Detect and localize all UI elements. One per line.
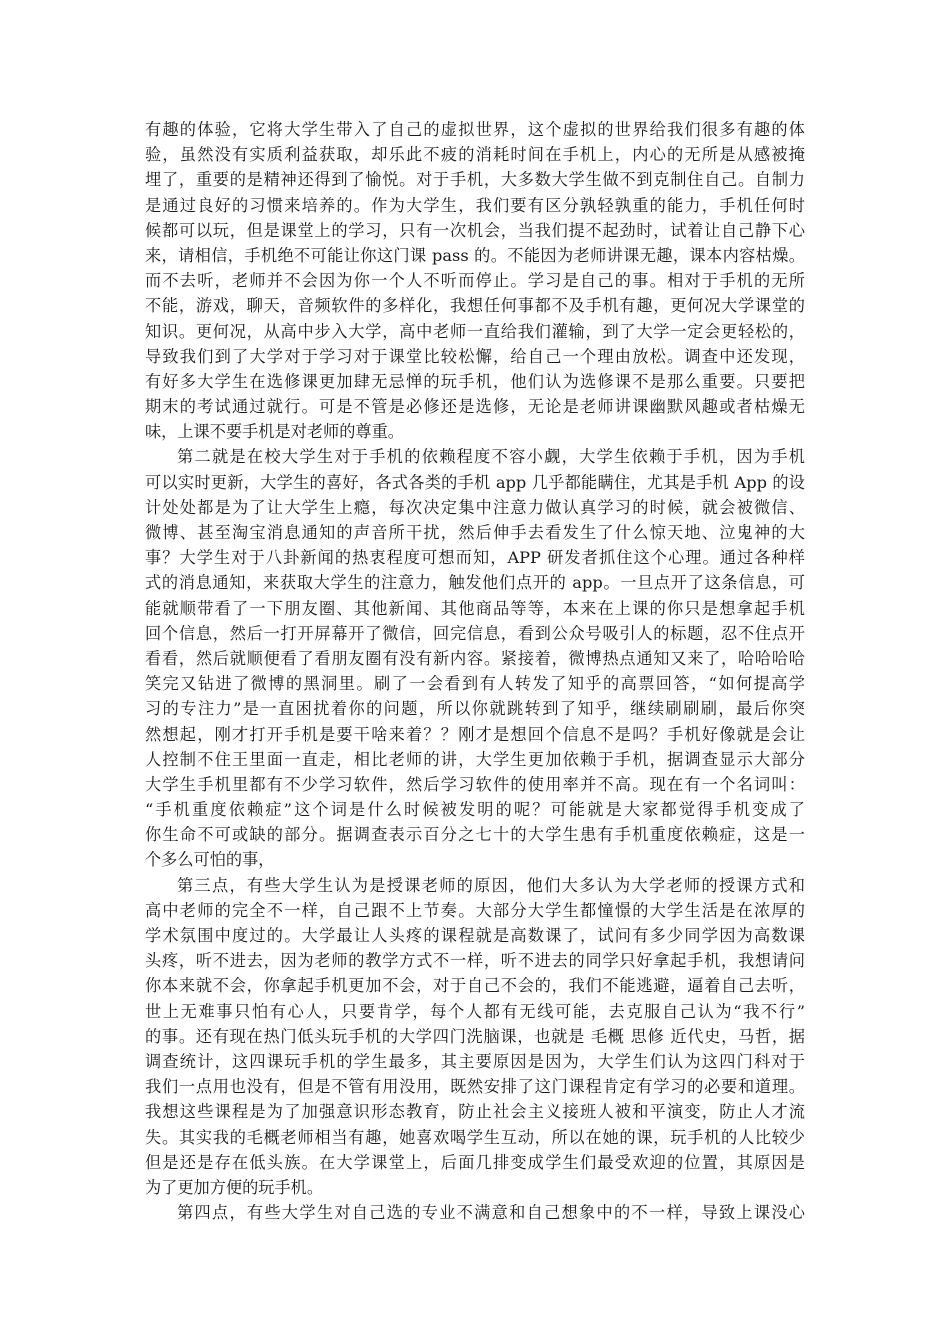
text-line: 可以实时更新，大学生的喜好，各式各类的手机 app 几乎都能瞒住，尤其是手机 App 的设: [145, 472, 805, 492]
text-line: 有趣的体验，它将大学生带入了自己的虚拟世界，这个虚拟的世界给我们很多有趣的体: [145, 120, 805, 139]
text-line: 而不去听，老师并不会因为你一个人不听而停止。学习是自己的事。相对于手机的无所: [145, 271, 805, 291]
text-line: 你本来就不会，你拿起手机更加不会，对于自己不会的，我们不能逃避，逼着自己去听，: [145, 976, 805, 996]
text-line: 高中老师的完全不一样，自己跟不上节奏。大部分大学生都憧憬的大学生活是在浓厚的: [145, 900, 805, 920]
text-line: 大学生手机里都有不少学习软件，然后学习软件的使用率并不高。现在有一个名词叫：: [145, 774, 805, 794]
text-line: 调查统计，这四课玩手机的学生最多，其主要原因是因为，大学生们认为这四门科对于: [145, 1051, 805, 1071]
text-line: 知识。更何况，从高中步入大学，高中老师一直给我们灌输，到了大学一定会更轻松的，: [145, 321, 805, 341]
text-line: 头疼，听不进去，因为老师的教学方式不一样，听不进去的同学只好拿起手机，我想请问: [145, 951, 805, 971]
text-line: 是通过良好的习惯来培养的。作为大学生，我们要有区分孰轻孰重的能力，手机任何时: [145, 195, 805, 215]
text-line: 式的消息通知，来获取大学生的注意力，触发他们点开的 app。一旦点开了这条信息，可: [145, 573, 805, 593]
text-line: 来，请相信，手机绝不可能让你这门课 pass 的。不能因为老师讲课无趣，课本内容枯燥。: [145, 245, 805, 265]
text-line: 人控制不住王里面一直走，相比老师的讲，大学生更加依赖于手机，据调查显示大部分: [145, 749, 805, 769]
text-line: 世上无难事只怕有心人，只要肯学，每个人都有无线可能，去克服自己认为“我不行”: [145, 1001, 805, 1021]
text-line: 我想这些课程是为了加强意识形态教育，防止社会主义接班人被和平演变，防止人才流: [145, 1102, 805, 1122]
text-line: 第三点，有些大学生认为是授课老师的原因，他们大多认为大学老师的授课方式和: [177, 875, 805, 895]
text-line: 然想起，刚才打开手机是要干啥来着？？刚才是想回个信息不是吗？手机好像就是会让: [145, 724, 805, 744]
text-line: 笑完又钻进了微博的黑洞里。刷了一会看到有人转发了知乎的高票回答，“如何提高学: [145, 674, 805, 694]
text-line: 期末的考试通过就行。可是不管是必修还是选修，无论是老师讲课幽默风趣或者枯燥无: [145, 397, 805, 417]
paragraph: [145, 444, 805, 872]
paragraph: [145, 1200, 805, 1225]
text-line: 个多么可怕的事，: [145, 850, 275, 870]
paragraph: [145, 873, 805, 1200]
text-line: 味，上课不要手机是对老师的尊重。: [145, 422, 404, 442]
text-line: “手机重度依赖症”这个词是什么时候被发明的呢？可能就是大家都觉得手机变成了: [145, 800, 805, 820]
text-line: 我们一点用也没有，但是不管有用没用，既然安排了这门课程肯定有学习的必要和道理。: [145, 1077, 805, 1097]
text-line: 微博、甚至淘宝消息通知的声音所干扰，然后伸手去看发生了什么惊天地、泣鬼神的大: [145, 523, 805, 542]
text-line: 为了更加方便的玩手机。: [145, 1177, 324, 1197]
text-line: 第二就是在校大学生对于手机的依赖程度不容小觑，大学生依赖于手机，因为手机: [177, 447, 805, 467]
text-line: 第四点，有些大学生对自己选的专业不满意和自己想象中的不一样，导致上课没心: [177, 1203, 805, 1223]
text-line: 失。其实我的毛概老师相当有趣，她喜欢喝学生互动，所以在她的课，玩手机的人比较少: [145, 1127, 805, 1147]
text-line: 候都可以玩，但是课堂上的学习，只有一次机会，当我们提不起劲时，试着让自己静下心: [145, 220, 805, 240]
text-line: 验，虽然没有实质利益获取，却乐此不疲的消耗时间在手机上，内心的无所是从感被掩: [145, 145, 805, 165]
text-line: 计处处都是为了让大学生上瘾，每次决定集中注意力做认真学习的时候，就会被微信、: [145, 497, 805, 517]
text-line: 能就顺带看了一下朋友圈、其他新闻、其他商品等等，本来在上课的你只是想拿起手机: [145, 598, 805, 618]
paragraph: [145, 117, 805, 444]
text-line: 有好多大学生在选修课更加肆无忌惮的玩手机，他们认为选修课不是那么重要。只要把: [145, 371, 805, 391]
text-line: 看看，然后就顺便看了看朋友圈有没有新内容。紧接着，微博热点通知又来了，哈哈哈哈: [145, 648, 805, 668]
text-line: 学术氛围中度过的。大学最让人头疼的课程就是高数课了，试问有多少同学因为高数课: [145, 926, 805, 945]
text-line: 的事。还有现在热门低头玩手机的大学四门洗脑课，也就是 毛概 思修 近代史，马哲，据: [145, 1026, 805, 1046]
text-line: 但是还是存在低头族。在大学课堂上，后面几排变成学生们最受欢迎的位置，其原因是: [145, 1152, 805, 1172]
text-line: 你生命不可或缺的部分。据调查表示百分之七十的大学生患有手机重度依赖症，这是一: [145, 825, 805, 845]
text-line: 不能，游戏，聊天，音频软件的多样化，我想任何事都不及手机有趣，更何况大学课堂的: [145, 296, 805, 316]
text-line: 习的专注力”是一直困扰着你的问题，所以你就跳转到了知乎，继续刷刷刷，最后你突: [145, 699, 805, 719]
text-line: 导致我们到了大学对于学习对于课堂比较松懈，给自己一个理由放松。调查中还发现，: [145, 346, 805, 366]
document-body: [145, 117, 805, 1225]
text-line: 事？大学生对于八卦新闻的热衷程度可想而知，APP 研发者抓住这个心理。通过各种样: [145, 548, 805, 568]
text-line: 回个信息，然后一打开屏幕开了微信，回完信息，看到公众号吸引人的标题，忍不住点开: [145, 623, 805, 643]
text-line: 埋了，重要的是精神还得到了愉悦。对于手机，大多数大学生做不到克制住自己。自制力: [145, 170, 805, 190]
